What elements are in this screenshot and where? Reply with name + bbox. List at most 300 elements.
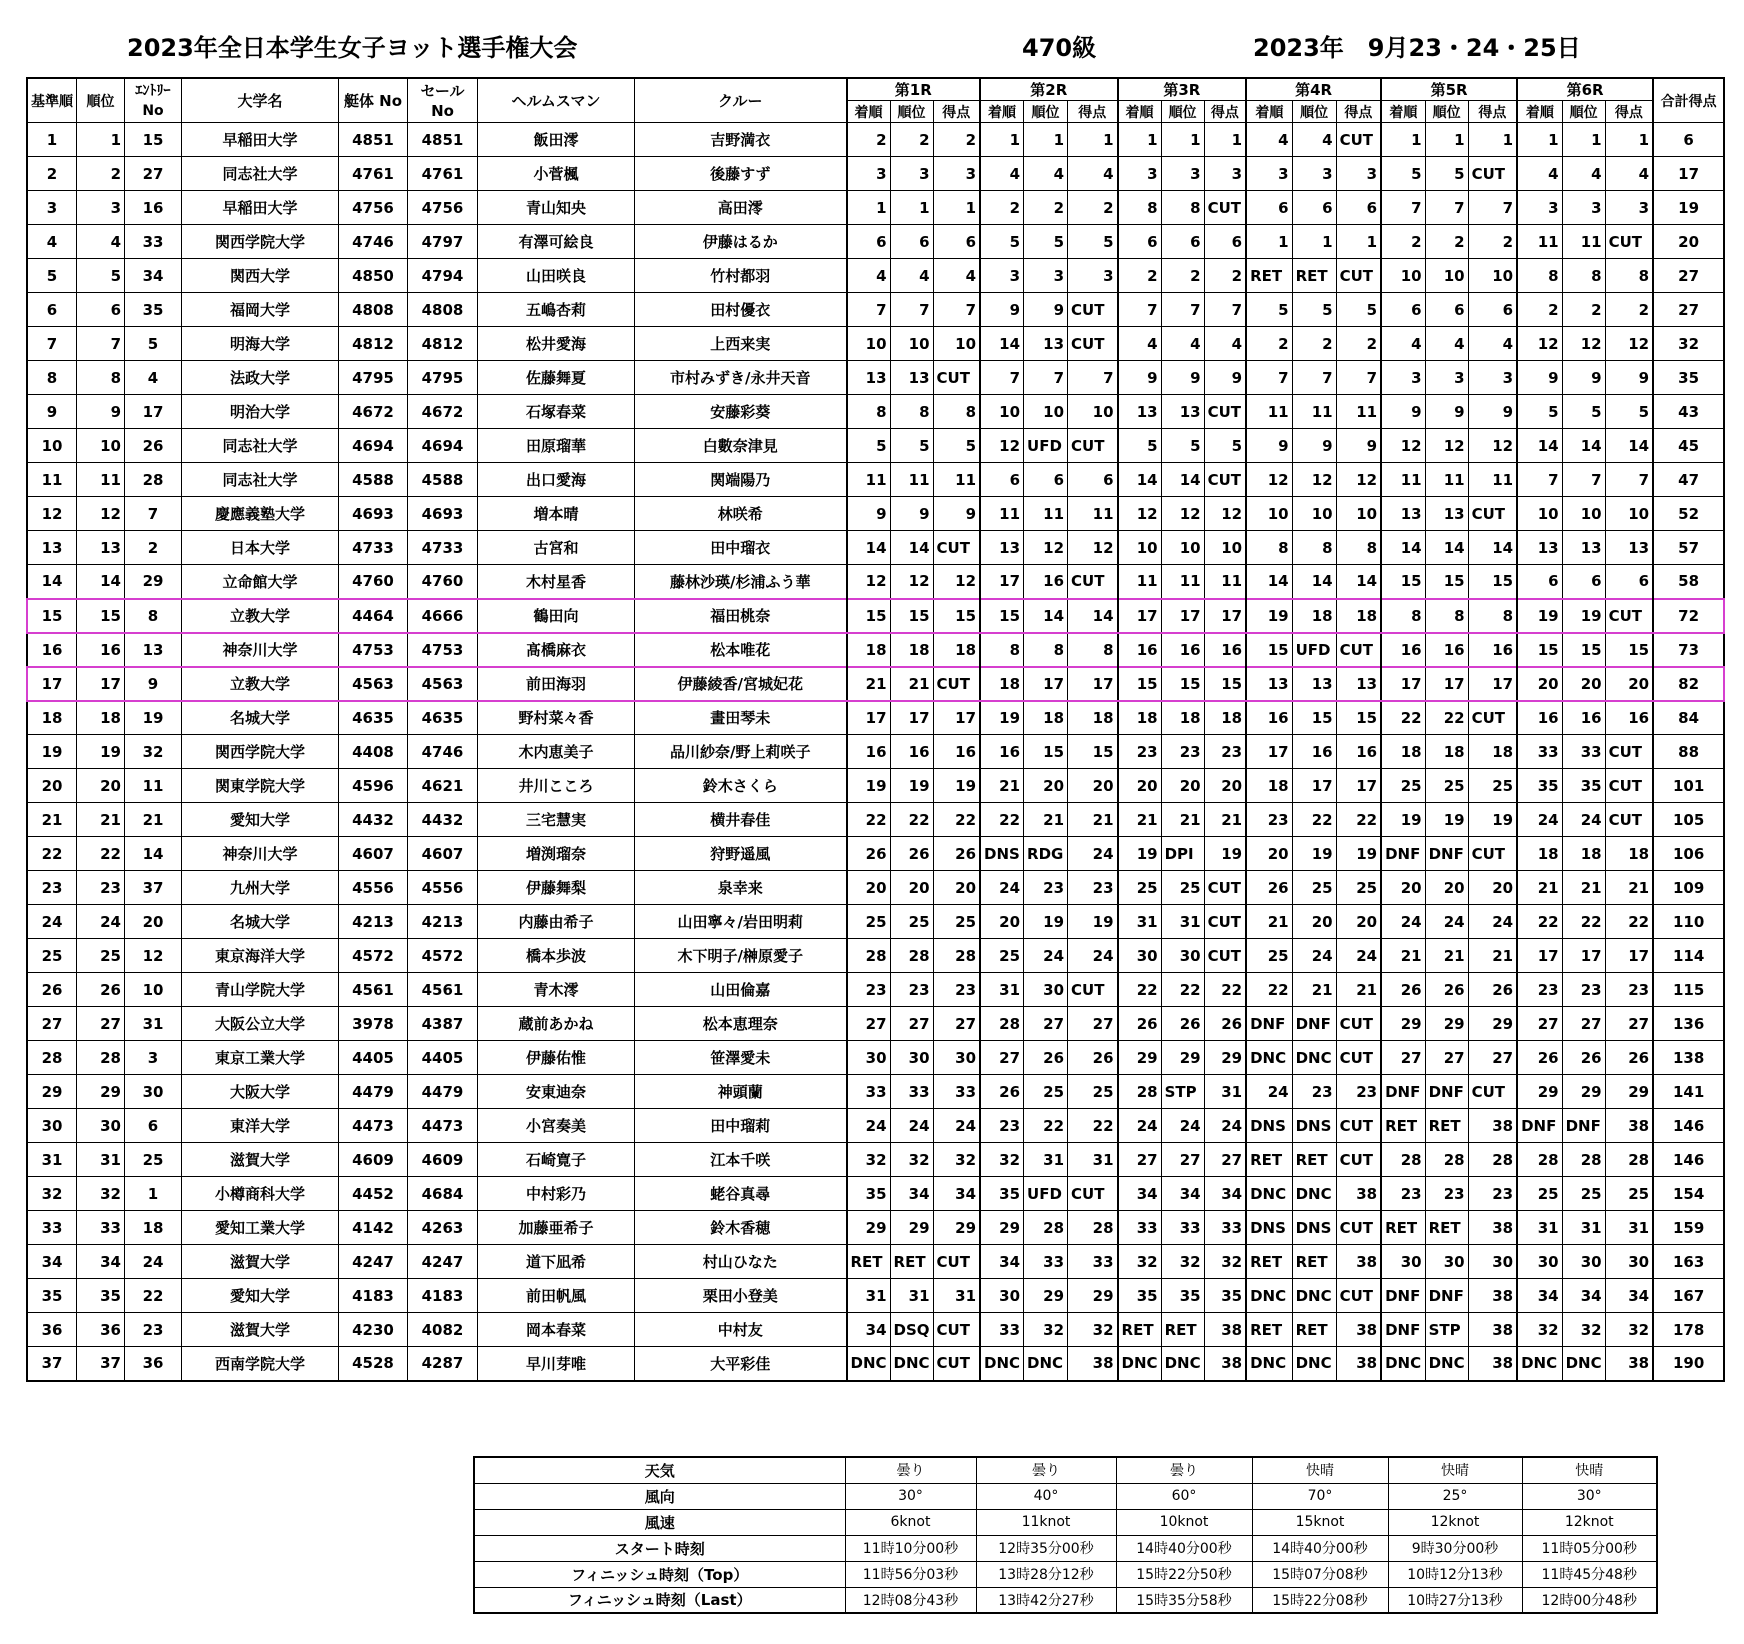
finish-cell: 11 (1517, 225, 1562, 259)
points-cell: 17 (1068, 667, 1118, 701)
points-cell: 2 (933, 123, 980, 157)
base-rank-cell: 1 (27, 123, 77, 157)
col-base-rank: 基準順 (27, 78, 77, 123)
finish-cell: 23 (1246, 803, 1292, 837)
finish-cell: 30 (847, 1041, 891, 1075)
helm-cell: 前田帆風 (478, 1279, 635, 1313)
points-cell: 20 (1204, 769, 1246, 803)
finish-cell: 4 (847, 259, 891, 293)
finish-cell: 9 (1118, 361, 1162, 395)
condition-value: 12時00分48秒 (1522, 1587, 1657, 1613)
race-rank-cell: 16 (1562, 701, 1605, 735)
condition-value: 25° (1388, 1483, 1522, 1509)
rank-cell: 37 (77, 1347, 125, 1381)
table-row (27, 701, 1724, 735)
finish-cell: DNC (847, 1347, 891, 1381)
hull-cell: 4795 (339, 361, 408, 395)
points-cell: 7 (1068, 361, 1118, 395)
points-cell: CUT (933, 1347, 980, 1381)
finish-cell: 30 (1118, 939, 1162, 973)
race-rank-cell: 30 (1425, 1245, 1468, 1279)
race-rank-cell: 15 (1161, 667, 1204, 701)
points-cell: CUT (1468, 497, 1517, 531)
points-cell: 33 (1068, 1245, 1118, 1279)
race-rank-cell: 25 (1024, 1075, 1068, 1109)
col-finish: 着順 (847, 101, 891, 123)
race-rank-cell: RET (890, 1245, 933, 1279)
hull-cell: 4230 (339, 1313, 408, 1347)
hull-cell: 3978 (339, 1007, 408, 1041)
table-row (27, 259, 1724, 293)
sail-cell: 4607 (408, 837, 478, 871)
points-cell: 1 (1468, 123, 1517, 157)
points-cell: 14 (1605, 429, 1653, 463)
condition-value: 14時40分00秒 (1116, 1535, 1252, 1561)
race-rank-cell: 2 (1425, 225, 1468, 259)
race-rank-cell: 21 (1161, 803, 1204, 837)
finish-cell: 24 (847, 1109, 891, 1143)
points-cell: 3 (933, 157, 980, 191)
helm-cell: 蔵前あかね (478, 1007, 635, 1041)
crew-cell: 白數奈津見 (635, 429, 847, 463)
race-rank-cell: 33 (890, 1075, 933, 1109)
race-rank-cell: 30 (1562, 1245, 1605, 1279)
race-rank-cell: DNC (1292, 1041, 1336, 1075)
finish-cell: 27 (1517, 1007, 1562, 1041)
base-rank-cell: 3 (27, 191, 77, 225)
col-finish: 着順 (980, 101, 1024, 123)
points-cell: 29 (1204, 1041, 1246, 1075)
finish-cell: 24 (1246, 1075, 1292, 1109)
race-rank-cell: 19 (1425, 803, 1468, 837)
race-rank-cell: 9 (1161, 361, 1204, 395)
sail-cell: 4746 (408, 735, 478, 769)
points-cell: 19 (933, 769, 980, 803)
points-cell: 17 (1204, 599, 1246, 633)
sail-cell: 4213 (408, 905, 478, 939)
finish-cell: 1 (1118, 123, 1162, 157)
sail-cell: 4851 (408, 123, 478, 157)
base-rank-cell: 21 (27, 803, 77, 837)
university-cell: 慶應義塾大学 (182, 497, 339, 531)
condition-label: フィニッシュ時刻（Last） (474, 1587, 845, 1613)
points-cell: 19 (1068, 905, 1118, 939)
points-cell: 12 (1336, 463, 1381, 497)
rank-cell: 25 (77, 939, 125, 973)
total-cell: 101 (1653, 769, 1724, 803)
crew-cell: 田村優衣 (635, 293, 847, 327)
points-cell: 8 (1336, 531, 1381, 565)
sail-cell: 4432 (408, 803, 478, 837)
points-cell: 3 (1605, 191, 1653, 225)
rank-cell: 20 (77, 769, 125, 803)
race-rank-cell: 12 (1161, 497, 1204, 531)
table-row-highlighted (27, 599, 1724, 633)
race-rank-cell: 7 (1024, 361, 1068, 395)
finish-cell: 15 (1381, 565, 1425, 599)
finish-cell: 8 (1118, 191, 1162, 225)
finish-cell: 17 (847, 701, 891, 735)
table-row (27, 293, 1724, 327)
finish-cell: RET (1381, 1109, 1425, 1143)
finish-cell: RET (1381, 1211, 1425, 1245)
university-cell: 早稲田大学 (182, 123, 339, 157)
points-cell: 22 (1204, 973, 1246, 1007)
points-cell: CUT (1204, 905, 1246, 939)
race-rank-cell: 10 (1562, 497, 1605, 531)
race-rank-cell: 17 (1292, 769, 1336, 803)
finish-cell: 27 (1118, 1143, 1162, 1177)
race-rank-cell: 2 (890, 123, 933, 157)
race-rank-cell: DNS (1292, 1211, 1336, 1245)
university-cell: 神奈川大学 (182, 837, 339, 871)
base-rank-cell: 12 (27, 497, 77, 531)
points-cell: 10 (933, 327, 980, 361)
base-rank-cell: 7 (27, 327, 77, 361)
finish-cell: 28 (1381, 1143, 1425, 1177)
total-cell: 47 (1653, 463, 1724, 497)
hull-cell: 4746 (339, 225, 408, 259)
race-rank-cell: 14 (1562, 429, 1605, 463)
hull-cell: 4733 (339, 531, 408, 565)
points-cell: CUT (1204, 463, 1246, 497)
col-race-rank: 順位 (890, 101, 933, 123)
points-cell: 7 (933, 293, 980, 327)
points-cell: 29 (1605, 1075, 1653, 1109)
crew-cell: 関端陽乃 (635, 463, 847, 497)
race-rank-cell: RDG (1024, 837, 1068, 871)
finish-cell: 7 (980, 361, 1024, 395)
finish-cell: DNC (1246, 1041, 1292, 1075)
race-rank-cell: 27 (890, 1007, 933, 1041)
race-rank-cell: 17 (1161, 599, 1204, 633)
race-rank-cell: 4 (1562, 157, 1605, 191)
race-rank-cell: 9 (1562, 361, 1605, 395)
race-rank-cell: 11 (1425, 463, 1468, 497)
race-rank-cell: 17 (1562, 939, 1605, 973)
col-race-rank: 順位 (1562, 101, 1605, 123)
rank-cell: 2 (77, 157, 125, 191)
table-row (27, 1007, 1724, 1041)
points-cell: 32 (1605, 1313, 1653, 1347)
helm-cell: 安東迪奈 (478, 1075, 635, 1109)
rank-cell: 34 (77, 1245, 125, 1279)
entry-cell: 32 (125, 735, 182, 769)
sail-cell: 4635 (408, 701, 478, 735)
race-rank-cell: 6 (890, 225, 933, 259)
condition-row (474, 1483, 1657, 1509)
race-rank-cell: 2 (1161, 259, 1204, 293)
rank-cell: 19 (77, 735, 125, 769)
finish-cell: 2 (980, 191, 1024, 225)
points-cell: 10 (1468, 259, 1517, 293)
finish-cell: 23 (1381, 1177, 1425, 1211)
points-cell: 4 (933, 259, 980, 293)
race-rank-cell: 1 (890, 191, 933, 225)
condition-value: 曇り (845, 1457, 976, 1483)
race-rank-cell: 10 (890, 327, 933, 361)
col-helm: ヘルムスマン (478, 78, 635, 123)
points-cell: 38 (1468, 1313, 1517, 1347)
helm-cell: 小宮奏美 (478, 1109, 635, 1143)
finish-cell: DNC (1246, 1177, 1292, 1211)
points-cell: CUT (1468, 1075, 1517, 1109)
rank-cell: 24 (77, 905, 125, 939)
race-rank-cell: 28 (1024, 1211, 1068, 1245)
race-rank-cell: DNF (1425, 1279, 1468, 1313)
finish-cell: 13 (1381, 497, 1425, 531)
points-cell: CUT (1336, 1211, 1381, 1245)
finish-cell: 19 (980, 701, 1024, 735)
points-cell: 24 (1068, 837, 1118, 871)
points-cell: CUT (1468, 157, 1517, 191)
points-cell: 8 (1068, 633, 1118, 667)
university-cell: 早稲田大学 (182, 191, 339, 225)
points-cell: 12 (1068, 531, 1118, 565)
points-cell: 24 (1468, 905, 1517, 939)
points-cell: 6 (1336, 191, 1381, 225)
condition-value: 9時30分00秒 (1388, 1535, 1522, 1561)
points-cell: 22 (1605, 905, 1653, 939)
finish-cell: 24 (1118, 1109, 1162, 1143)
race-rank-cell: 32 (1161, 1245, 1204, 1279)
race-rank-cell: 25 (1292, 871, 1336, 905)
rank-cell: 28 (77, 1041, 125, 1075)
race-rank-cell: 32 (890, 1143, 933, 1177)
table-row (27, 361, 1724, 395)
finish-cell: 23 (847, 973, 891, 1007)
col-sail: セール No (408, 78, 478, 123)
race-rank-cell: 23 (1562, 973, 1605, 1007)
finish-cell: 29 (847, 1211, 891, 1245)
col-university: 大学名 (182, 78, 339, 123)
table-row (27, 429, 1724, 463)
race-rank-cell: 21 (890, 667, 933, 701)
points-cell: 19 (1336, 837, 1381, 871)
condition-value: 12時35分00秒 (976, 1535, 1116, 1561)
rank-cell: 33 (77, 1211, 125, 1245)
total-cell: 88 (1653, 735, 1724, 769)
condition-row (474, 1457, 1657, 1483)
race-rank-cell: 6 (1292, 191, 1336, 225)
university-cell: 法政大学 (182, 361, 339, 395)
crew-cell: 狩野遥風 (635, 837, 847, 871)
total-cell: 27 (1653, 259, 1724, 293)
helm-cell: 増本晴 (478, 497, 635, 531)
race-rank-cell: 7 (1562, 463, 1605, 497)
condition-value: 11時10分00秒 (845, 1535, 976, 1561)
points-cell: 38 (1068, 1347, 1118, 1381)
finish-cell: 5 (1246, 293, 1292, 327)
race-rank-cell: 14 (1161, 463, 1204, 497)
finish-cell: 13 (1118, 395, 1162, 429)
hull-cell: 4609 (339, 1143, 408, 1177)
race-rank-cell: 11 (1562, 225, 1605, 259)
points-cell: CUT (1605, 803, 1653, 837)
col-finish: 着順 (1246, 101, 1292, 123)
race-rank-cell: 18 (1562, 837, 1605, 871)
points-cell: 10 (1068, 395, 1118, 429)
finish-cell: 21 (1246, 905, 1292, 939)
entry-cell: 19 (125, 701, 182, 735)
crew-cell: 市村みずき/永井天音 (635, 361, 847, 395)
points-cell: 33 (933, 1075, 980, 1109)
finish-cell: 12 (980, 429, 1024, 463)
race-rank-cell: 14 (1425, 531, 1468, 565)
sail-cell: 4733 (408, 531, 478, 565)
helm-cell: 山田咲良 (478, 259, 635, 293)
finish-cell: 9 (1381, 395, 1425, 429)
race-rank-cell: 35 (1562, 769, 1605, 803)
crew-cell: 松本唯花 (635, 633, 847, 667)
race-rank-cell: 9 (890, 497, 933, 531)
sail-cell: 4756 (408, 191, 478, 225)
university-cell: 愛知大学 (182, 803, 339, 837)
table-row (27, 735, 1724, 769)
results-table (26, 77, 1725, 1382)
finish-cell: 7 (1381, 191, 1425, 225)
table-row (27, 463, 1724, 497)
points-cell: 32 (933, 1143, 980, 1177)
race-rank-cell: 11 (1024, 497, 1068, 531)
points-cell: 17 (1468, 667, 1517, 701)
col-race-2: 第2R (980, 78, 1118, 101)
points-cell: 6 (1204, 225, 1246, 259)
points-cell: 23 (1204, 735, 1246, 769)
finish-cell: 4 (1246, 123, 1292, 157)
finish-cell: RET (1246, 1143, 1292, 1177)
finish-cell: 24 (1381, 905, 1425, 939)
points-cell: CUT (1068, 1177, 1118, 1211)
race-rank-cell: 10 (1425, 259, 1468, 293)
sail-cell: 4760 (408, 565, 478, 599)
points-cell: 22 (1336, 803, 1381, 837)
sail-cell: 4183 (408, 1279, 478, 1313)
rank-cell: 27 (77, 1007, 125, 1041)
race-rank-cell: 25 (1425, 769, 1468, 803)
race-rank-cell: DNF (1292, 1007, 1336, 1041)
race-rank-cell: 18 (890, 633, 933, 667)
finish-cell: 32 (847, 1143, 891, 1177)
helm-cell: 道下凪希 (478, 1245, 635, 1279)
race-rank-cell: 10 (1024, 395, 1068, 429)
sail-cell: 4794 (408, 259, 478, 293)
race-rank-cell: 7 (890, 293, 933, 327)
crew-cell: 田中瑠衣 (635, 531, 847, 565)
table-row (27, 871, 1724, 905)
race-rank-cell: 29 (1562, 1075, 1605, 1109)
hull-cell: 4452 (339, 1177, 408, 1211)
finish-cell: RET (847, 1245, 891, 1279)
points-cell: 20 (1605, 667, 1653, 701)
finish-cell: 4 (1118, 327, 1162, 361)
finish-cell: 18 (980, 667, 1024, 701)
table-row (27, 191, 1724, 225)
points-cell: 30 (1605, 1245, 1653, 1279)
points-cell: 26 (933, 837, 980, 871)
points-cell: CUT (1468, 837, 1517, 871)
finish-cell: 8 (847, 395, 891, 429)
finish-cell: 5 (1517, 395, 1562, 429)
points-cell: 3 (1068, 259, 1118, 293)
helm-cell: 佐藤舞夏 (478, 361, 635, 395)
points-cell: 10 (1204, 531, 1246, 565)
race-rank-cell: 26 (1161, 1007, 1204, 1041)
finish-cell: 15 (1118, 667, 1162, 701)
points-cell: 6 (1468, 293, 1517, 327)
crew-cell: 福田桃奈 (635, 599, 847, 633)
race-rank-cell: 21 (1425, 939, 1468, 973)
finish-cell: 12 (1381, 429, 1425, 463)
entry-cell: 37 (125, 871, 182, 905)
points-cell: 25 (933, 905, 980, 939)
points-cell: CUT (933, 1245, 980, 1279)
entry-cell: 23 (125, 1313, 182, 1347)
condition-value: 11knot (976, 1509, 1116, 1535)
helm-cell: 石塚春菜 (478, 395, 635, 429)
race-rank-cell: 12 (1562, 327, 1605, 361)
condition-value: 10時12分13秒 (1388, 1561, 1522, 1587)
points-cell: 31 (1204, 1075, 1246, 1109)
points-cell: CUT (933, 667, 980, 701)
finish-cell: 25 (847, 905, 891, 939)
helm-cell: 小菅楓 (478, 157, 635, 191)
table-row (27, 939, 1724, 973)
race-rank-cell: 23 (1161, 735, 1204, 769)
race-rank-cell: RET (1161, 1313, 1204, 1347)
points-cell: 38 (1605, 1347, 1653, 1381)
finish-cell: 23 (980, 1109, 1024, 1143)
total-cell: 154 (1653, 1177, 1724, 1211)
race-rank-cell: STP (1425, 1313, 1468, 1347)
university-cell: 関西学院大学 (182, 735, 339, 769)
hull-cell: 4563 (339, 667, 408, 701)
sail-cell: 4572 (408, 939, 478, 973)
total-cell: 73 (1653, 633, 1724, 667)
col-rank: 順位 (77, 78, 125, 123)
points-cell: 21 (1068, 803, 1118, 837)
points-cell: CUT (1204, 191, 1246, 225)
race-rank-cell: DNC (1292, 1347, 1336, 1381)
finish-cell: 21 (1118, 803, 1162, 837)
hull-cell: 4572 (339, 939, 408, 973)
crew-cell: 横井春佳 (635, 803, 847, 837)
condition-label: フィニッシュ時刻（Top） (474, 1561, 845, 1587)
finish-cell: 6 (1246, 191, 1292, 225)
finish-cell: 27 (980, 1041, 1024, 1075)
finish-cell: 7 (1118, 293, 1162, 327)
points-cell: 25 (1336, 871, 1381, 905)
table-row-highlighted (27, 667, 1724, 701)
sail-cell: 4563 (408, 667, 478, 701)
col-race-4: 第4R (1246, 78, 1381, 101)
points-cell: CUT (933, 1313, 980, 1347)
finish-cell: 34 (1118, 1177, 1162, 1211)
col-points: 得点 (1336, 101, 1381, 123)
entry-cell: 21 (125, 803, 182, 837)
race-rank-cell: 13 (1161, 395, 1204, 429)
hull-cell: 4213 (339, 905, 408, 939)
points-cell: CUT (1336, 633, 1381, 667)
race-rank-cell: 3 (1425, 361, 1468, 395)
race-rank-cell: 8 (1562, 259, 1605, 293)
points-cell: 9 (1605, 361, 1653, 395)
finish-cell: 17 (1381, 667, 1425, 701)
condition-value: 15時22分08秒 (1252, 1587, 1388, 1613)
col-finish: 着順 (1517, 101, 1562, 123)
total-cell: 6 (1653, 123, 1724, 157)
crew-cell: 山田倫嘉 (635, 973, 847, 1007)
